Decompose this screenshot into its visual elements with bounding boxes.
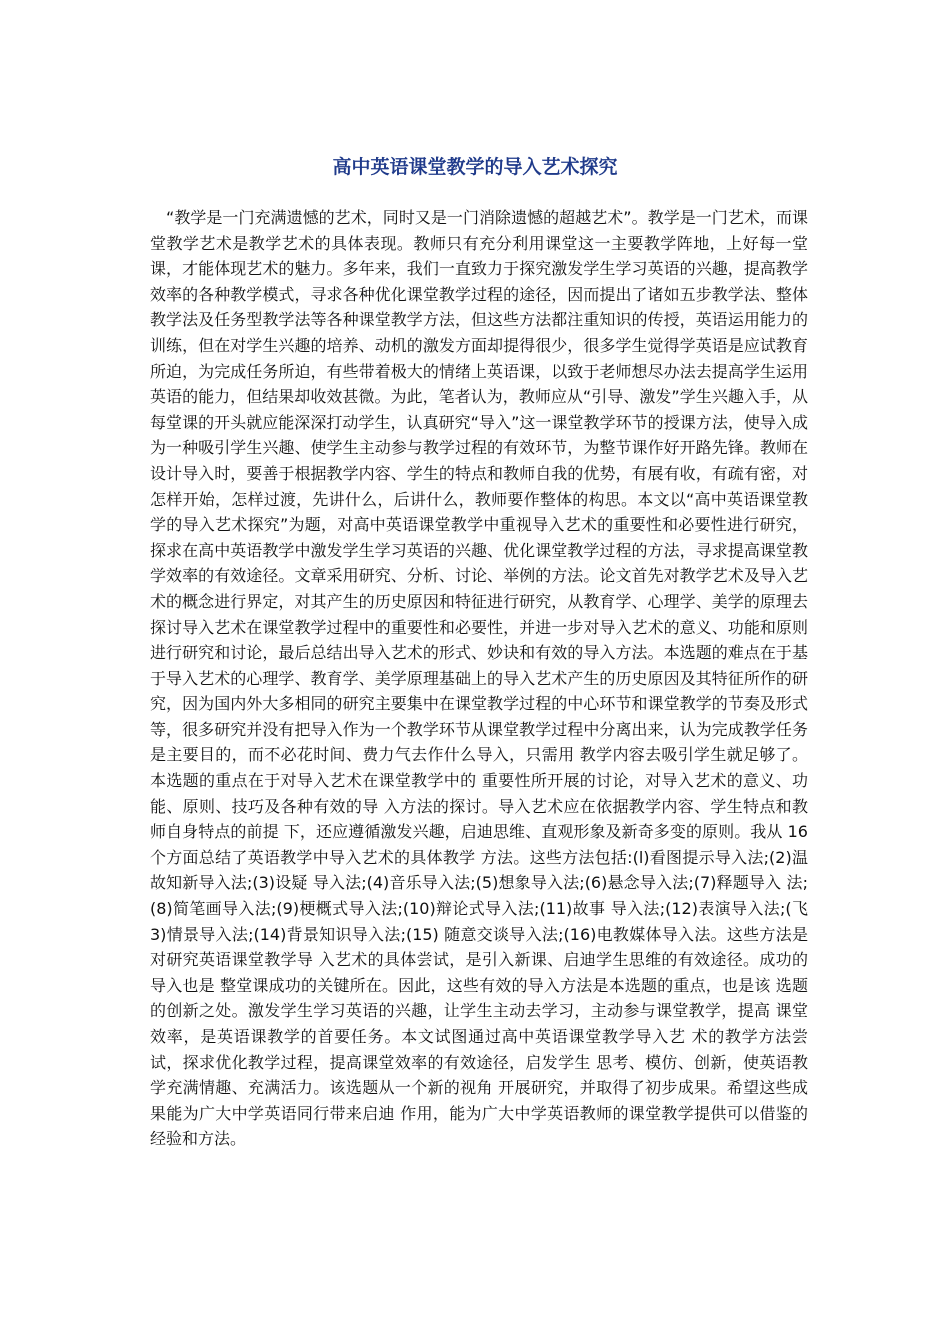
body-paragraph: “教学是一门充满遗憾的艺术，同时又是一门消除遗憾的超越艺术”。教学是一门艺术，而课堂教学艺术是教学艺术的具体表现。教师只有充分利用课堂这一主要教学阵地，上好每一堂课，才能体现艺术的魅力。多年来，我们一直致力于探究激发学生学习英语的兴趣，提高教学效率的各种教学模式，寻求各种优化课堂教学过程的途径，因而提出了诸如五步教学法、整体教学法及任务型教学法等各种课堂教学方法，但这些方法都注重知识的传授，英语运用能力的训练，但在对学生兴趣的培养、动机的激发方面却提得很少，很多学生觉得学英语是应试教育所迫，为完成任务所迫，有些带着极大的情绪上英语课，以致于老师想尽办法去提高学生运用英语的能力，但结果却收效甚微。为此，笔者认为，教师应从“引导、激发”学生兴趣入手，从每堂课的开头就应能深深打动学生，认真研究“导入”这一课堂教学环节的授课方法，使导入成为一种吸引学生兴趣、使学生主动参与教学过程的有效环节，为整节课作好开路先锋。教师在设计导入时，要善于根据教学内容、学生的特点和教师自我的优势，有展有收，有疏有密，对怎样开始，怎样过渡，先讲什么，后讲什么，教师要作整体的构思。本文以“高中英语课堂教学的导入艺术探究”为题，对高中英语课堂教学中重视导入艺术的重要性和必要性进行研究，探求在高中英语教学中激发学生学习英语的兴趣、优化课堂教学过程的方法，寻求提高课堂教学效率的有效途径。文章采用研究、分析、讨论、举例的方法。论文首先对教学艺术及导入艺术的概念进行界定，对其产生的历史原因和特征进行研究，从教育学、心理学、美学的原理去探讨导入艺术在课堂教学过程中的重要性和必要性，并进一步对导入艺术的意义、功能和原则进行研究和讨论，最后总结出导入艺术的形式、妙诀和有效的导入方法。本选题的难点在于基于导入艺术的心理学、教育学、美学原理基础上的导入艺术产生的历史原因及其特征所作的研究，因为国内外大多相同的研究主要集中在课堂教学过程的中心环节和课堂教学的节奏及形式等，很多研究并没有把导入作为一个教学环节从课堂教学过程中分离出来，认为完成教学任务是主要目的，而不必花时间、费力气去作什么导入，只需用 教学内容去吸引学生就足够了。本选题的重点在于对导入艺术在课堂教学中的 重要性所开展的讨论，对导入艺术的意义、功能、原则、技巧及各种有效的导 入方法的探讨。导入艺术应在依据教学内容、学生特点和教师自身特点的前提 下，还应遵循激发兴趣，启迪思维、直观形象及新奇多变的原则。我从 16 个方面总结了英语教学中导入艺术的具体教学 方法。这些方法包括:(l)看图提示导入法;(2)温故知新导入法;(3)设疑 导入法;(4)音乐导入法;(5)想象导入法;(6)悬念导入法;(7)释题导入 法;(8)简笔画导入法;(9)梗概式导入法;(10)辩论式导入法;(11)故事 导入法;(12)表演导入法;(飞 3)情景导入法;(14)背景知识导入法;(15) 随意交谈导入法;(16)电教媒体导入法。这些方法是对研究英语课堂教学导 入艺术的具体尝试，是引入新课、启迪学生思维的有效途径。成功的导入也是 整堂课成功的关键所在。因此，这些有效的导入方法是本选题的重点，也是该 选题的创新之处。激发学生学习英语的兴趣，让学生主动去学习，主动参与课堂教学，提高 课堂效率，是英语课教学的首要任务。本文试图通过高中英语课堂教学导入艺 术的教学方法尝试，探求优化教学过程，提高课堂效率的有效途径，启发学生 思考、模仿、创新，使英语教学充满情趣、充满活力。该选题从一个新的视角 开展研究，并取得了初步成果。希望这些成果能为广大中学英语同行带来启迪 作用，能为广大中学英语教师的课堂教学提供可以借鉴的经验和方法。 — [150, 208, 808, 1149]
document-title: 高中英语课堂教学的导入艺术探究 — [332, 156, 618, 178]
